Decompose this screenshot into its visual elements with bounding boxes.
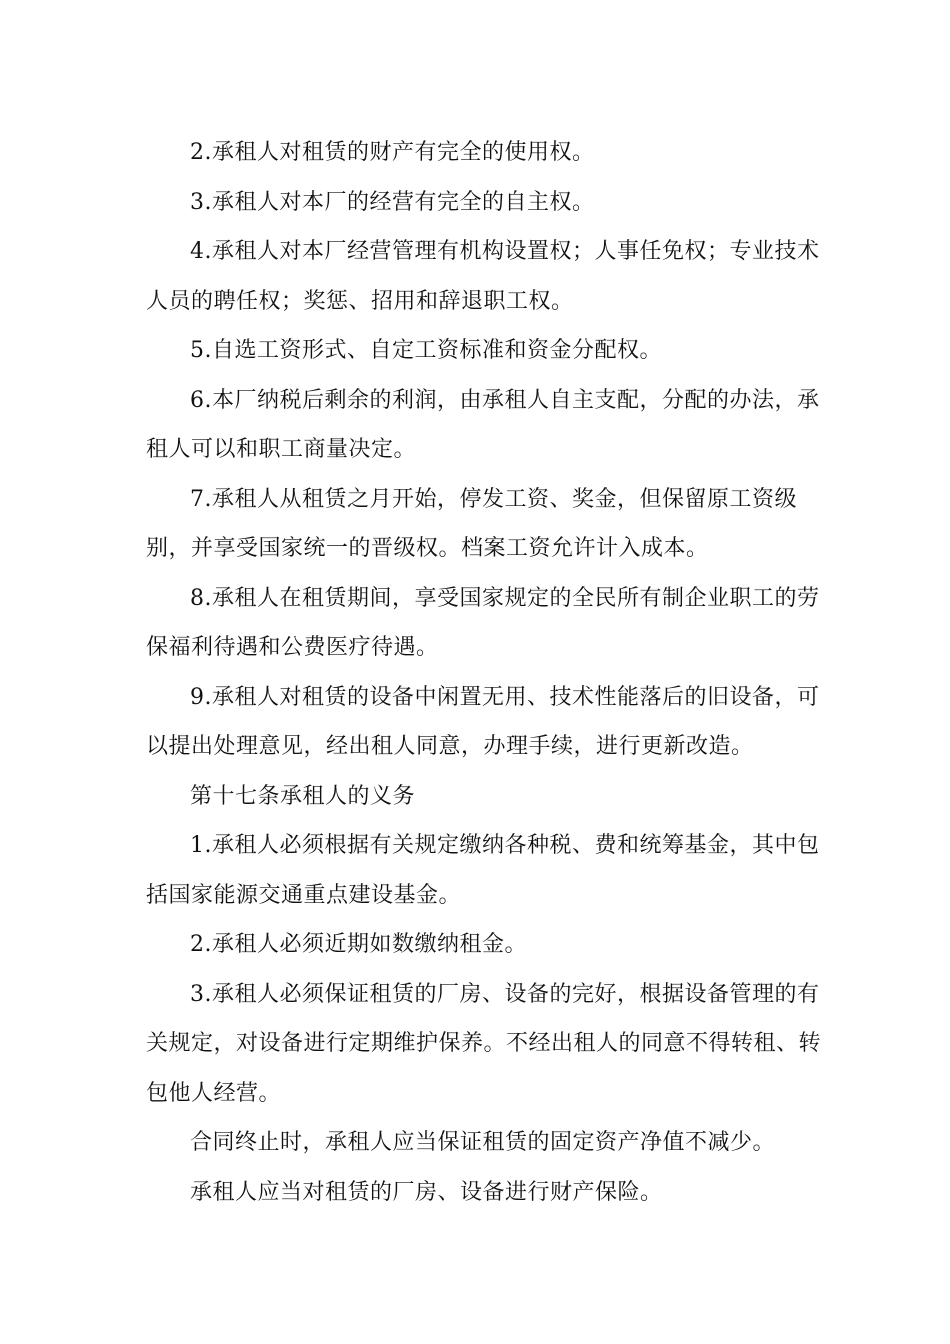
paragraph-contract-termination: 合同终止时，承租人应当保证租赁的固定资产净值不减少。 xyxy=(190,1130,776,1155)
paragraph-obligation-2: 2.承租人必须近期如数缴纳租金。 xyxy=(190,932,527,957)
paragraph-right-7: 7.承租人从租赁之月开始，停发工资、奖金，但保留原工资级别，并享受国家统一的晋级权。档案工资允许计入成本。 xyxy=(146,486,797,561)
paragraph-obligation-3: 3.承租人必须保证租赁的厂房、设备的完好，根据设备管理的有关规定，对设备进行定期维护保养。不经出租人的同意不得转租、转包他人经营。 xyxy=(146,981,822,1106)
paragraph-right-9: 9.承租人对租赁的设备中闲置无用、技术性能落后的旧设备，可以提出处理意见，经出租人同意，办理手续，进行更新改造。 xyxy=(146,684,820,759)
paragraph-right-5: 5.自选工资形式、自定工资标准和资金分配权。 xyxy=(190,338,662,363)
paragraph-right-6: 6.本厂纳税后剩余的利润，由承租人自主支配，分配的办法，承租人可以和职工商量决定。 xyxy=(146,387,820,462)
article-17-heading: 第十七条承租人的义务 xyxy=(190,783,416,809)
paragraph-obligation-1: 1.承租人必须根据有关规定缴纳各种税、费和统筹基金，其中包括国家能源交通重点建设基金。 xyxy=(146,833,820,908)
paragraph-property-insurance: 承租人应当对租赁的厂房、设备进行财产保险。 xyxy=(190,1179,663,1205)
paragraph-right-8: 8.承租人在租赁期间，享受国家规定的全民所有制企业职工的劳保福利待遇和公费医疗待遇。 xyxy=(146,585,820,660)
paragraph-right-2: 2.承租人对租赁的财产有完全的使用权。 xyxy=(190,140,595,165)
paragraph-right-4: 4.承租人对本厂经营管理有机构设置权；人事任免权；专业技术人员的聘任权；奖惩、招用和辞退职工权。 xyxy=(146,239,820,314)
paragraph-right-3: 3.承租人对本厂的经营有完全的自主权。 xyxy=(190,189,595,215)
document-body xyxy=(146,128,826,1217)
